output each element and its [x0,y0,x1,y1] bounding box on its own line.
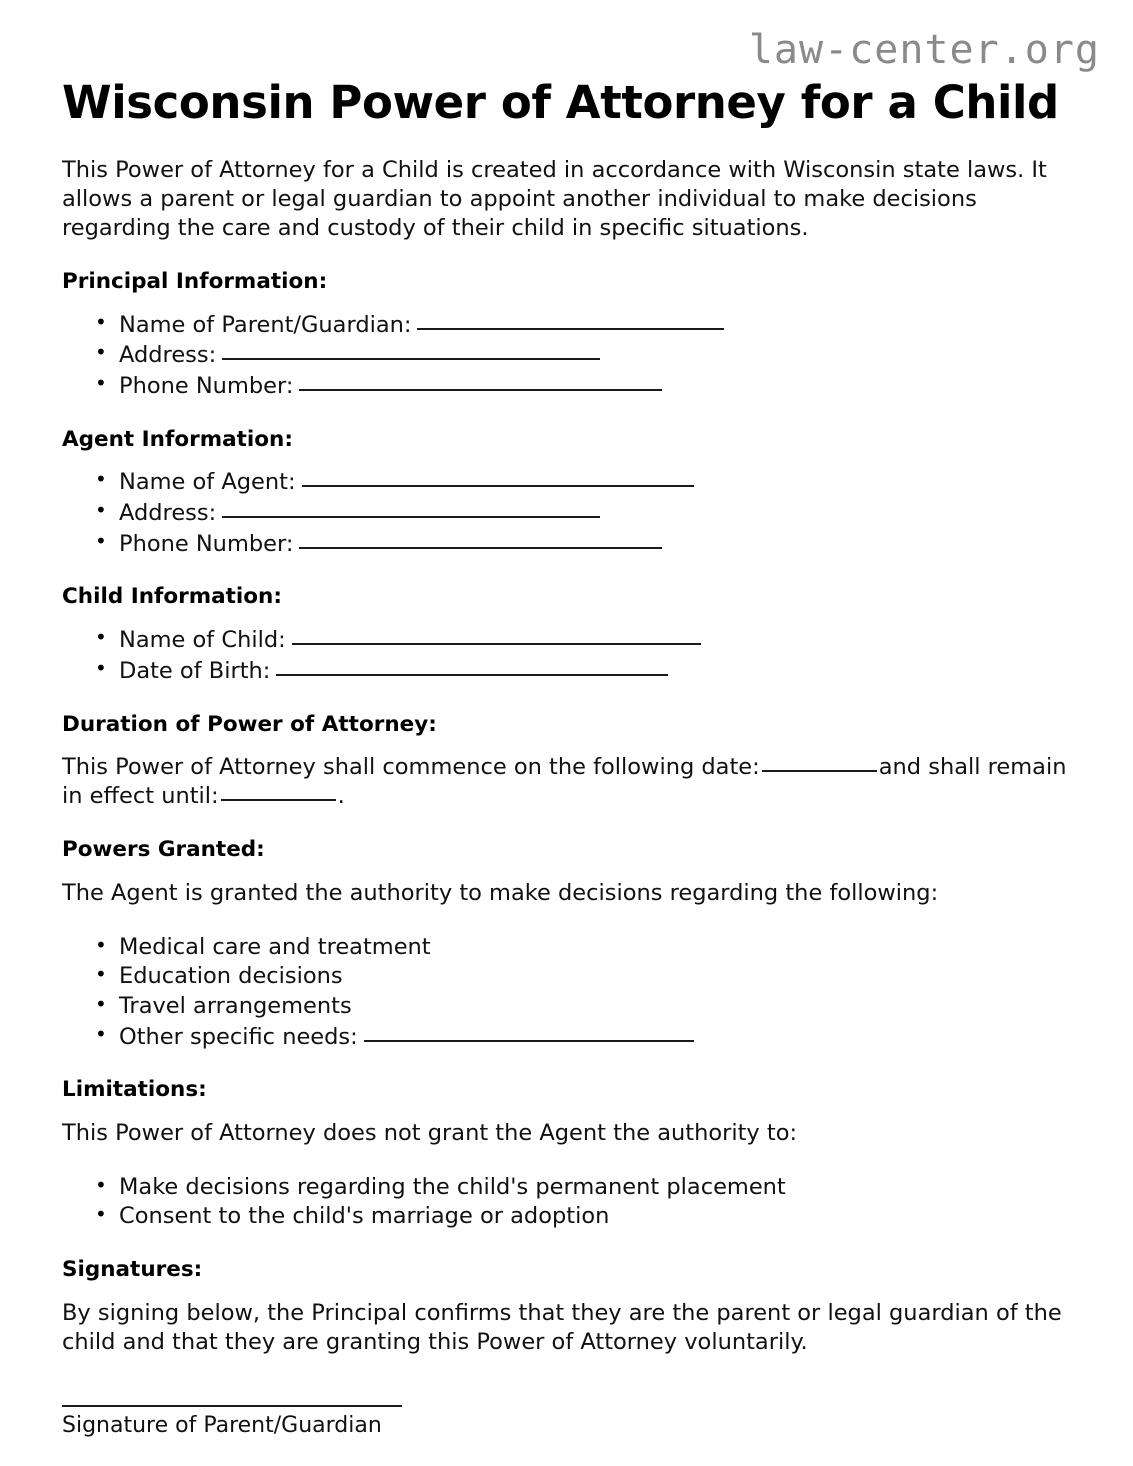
power-label: Travel arrangements [119,992,352,1019]
signature-line-parent[interactable] [62,1405,402,1407]
blank-line-child-name[interactable] [292,626,701,645]
limitations-list [62,1174,1074,1231]
signature-statement: By signing below, the Principal confirms that they are the parent or legal guardian of the child and that they are granting this Power of Attorney voluntarily. [62,1299,1062,1355]
page-title: Wisconsin Power of Attorney for a Child [62,76,1059,129]
field-label: Name of Child: [119,627,286,654]
child-field-list [62,626,1074,685]
power-label: Education decisions [119,963,343,990]
principal-field-list [62,311,1074,401]
section-heading-agent: Agent Information: [62,426,293,452]
blank-line-child-dob[interactable] [276,657,668,676]
list-item-power-other [95,1023,1074,1052]
field-row-principal-phone [95,372,1074,401]
field-label: Address: [119,500,217,527]
intro-paragraph: This Power of Attorney for a Child is created in accordance with Wisconsin state laws. It allows a parent or legal guardian to appoint another individual to make decisions regarding the care and custody of their child in specific situations. [62,157,1047,241]
list-item-power-medical [95,934,1074,962]
blank-line-agent-address[interactable] [222,499,600,518]
list-item-power-travel [95,993,1074,1021]
field-row-parent-name [95,311,1074,340]
field-row-agent-address [95,499,1074,528]
blank-line-principal-address[interactable] [222,341,600,360]
limitation-label: Consent to the child's marriage or adoption [119,1203,610,1230]
field-row-child-dob [95,657,1074,686]
field-label: Phone Number: [119,530,294,557]
section-heading-powers: Powers Granted: [62,836,265,862]
field-row-agent-name [95,468,1074,497]
duration-paragraph [62,753,1076,811]
section-heading-limitations: Limitations: [62,1077,207,1103]
duration-text-before: This Power of Attorney shall commence on the following date: [62,754,760,781]
signature-block [62,1405,1074,1439]
blank-line-agent-name[interactable] [302,468,694,487]
blank-line-parent-name[interactable] [417,311,724,330]
field-label: Phone Number: [119,372,294,399]
site-watermark: law-center.org [748,27,1100,73]
section-heading-principal: Principal Information: [62,268,328,294]
duration-text-after: . [337,783,345,810]
blank-line-other-needs[interactable] [364,1023,694,1042]
document-body [62,78,1074,1439]
blank-line-agent-phone[interactable] [299,530,662,549]
field-row-agent-phone [95,530,1074,559]
field-label: Address: [119,342,217,369]
blank-line-commence-date[interactable] [762,753,877,772]
section-heading-duration: Duration of Power of Attorney: [62,711,437,737]
list-item-power-education [95,963,1074,991]
signature-line-label: Signature of Parent/Guardian [62,1412,382,1438]
blank-line-principal-phone[interactable] [299,372,662,391]
field-row-principal-address [95,341,1074,370]
duration-text-between: and shall remain in effect until: [62,754,1067,810]
section-heading-signatures: Signatures: [62,1257,203,1283]
field-row-child-name [95,626,1074,655]
list-item-limitation-marriage [95,1203,1074,1231]
power-label: Medical care and treatment [119,933,431,960]
section-heading-child: Child Information: [62,584,282,610]
power-label: Other specific needs: [119,1023,358,1050]
agent-field-list [62,468,1074,558]
blank-line-end-date[interactable] [221,782,336,801]
list-item-limitation-placement [95,1174,1074,1202]
field-label: Name of Agent: [119,469,296,496]
field-label: Date of Birth: [119,657,271,684]
field-label: Name of Parent/Guardian: [119,311,412,338]
powers-list [62,934,1074,1052]
limitations-lead-in: This Power of Attorney does not grant the Agent the authority to: [62,1120,798,1147]
powers-lead-in: The Agent is granted the authority to make decisions regarding the following: [62,879,939,906]
limitation-label: Make decisions regarding the child's permanent placement [119,1173,786,1200]
